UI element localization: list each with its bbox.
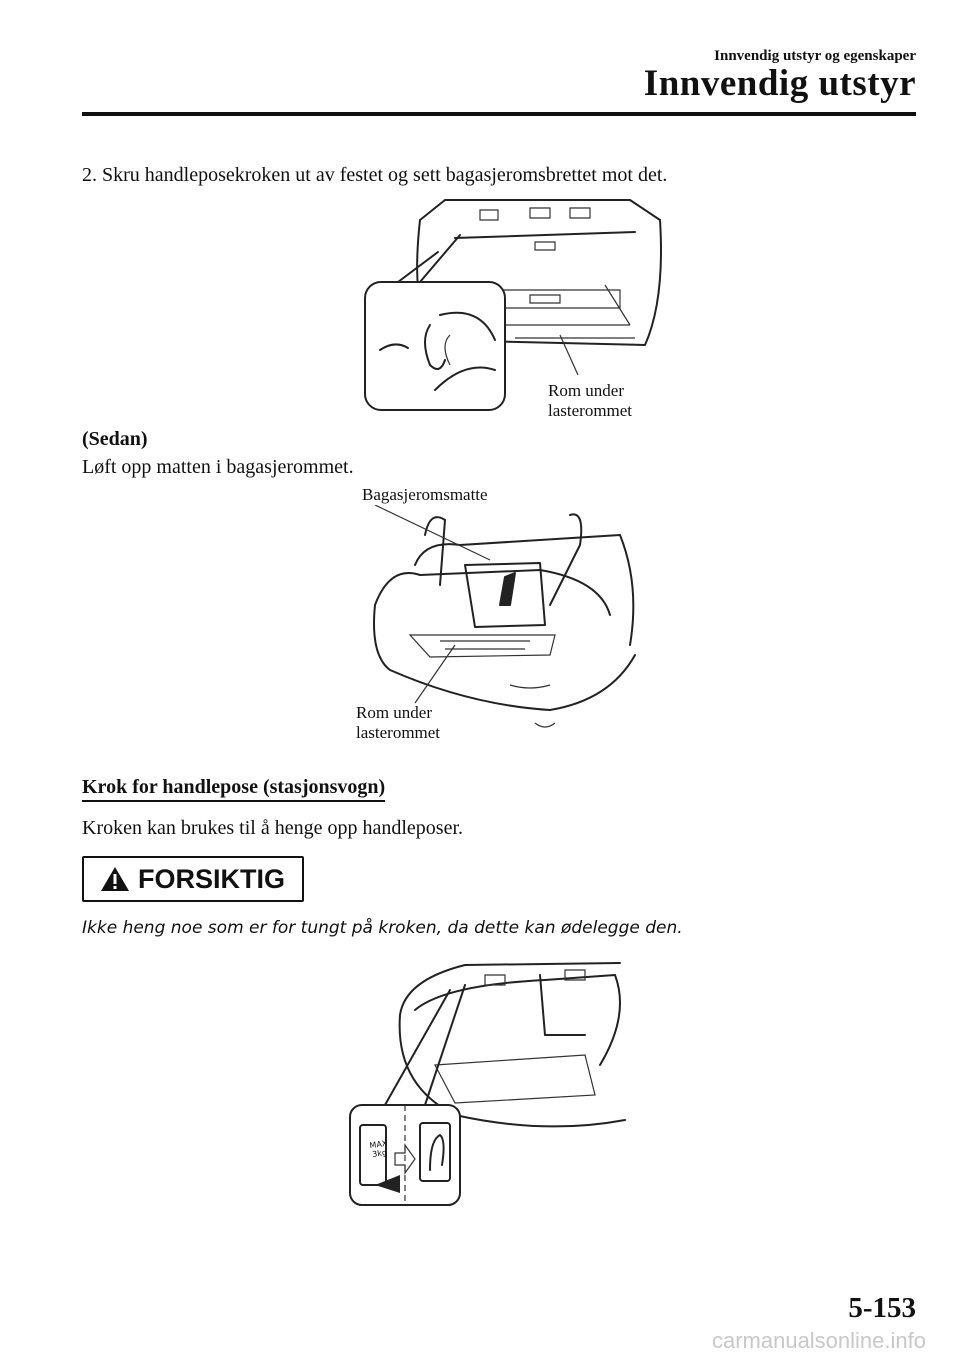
sedan-heading: (Sedan)	[82, 428, 148, 450]
page-title: Innvendig utstyr	[643, 63, 916, 104]
wagon-hook-illustration	[345, 955, 650, 1210]
caution-box	[82, 856, 304, 902]
section-text: Kroken kan brukes til å henge opp handleposer.	[82, 817, 464, 839]
hook-max-load-label: MAX 3kg	[368, 1138, 388, 1159]
caution-text: Ikke heng noe som er for tungt på kroken, da dette kan ødelegge den.	[82, 918, 683, 938]
page-number: 5-153	[848, 1292, 916, 1324]
caution-label: FORSIKTIG	[138, 863, 285, 894]
figure1-label: Rom under lasterommet	[548, 381, 633, 420]
section-heading: Krok for handlepose (stasjonsvogn)	[82, 776, 385, 802]
step-instruction: 2. Skru handleposekroken ut av festet og sett bagasjeromsbrettet mot det.	[82, 164, 668, 186]
header-rule	[82, 112, 916, 116]
figure2-label-mat: Bagasjeromsmatte	[362, 485, 488, 504]
figure2-label-compartment: Rom under lasterommet	[356, 703, 441, 742]
chapter-subtitle: Innvendig utstyr og egenskaper	[714, 48, 916, 64]
warning-triangle-icon	[100, 866, 130, 892]
sedan-instruction: Løft opp matten i bagasjerommet.	[82, 456, 354, 478]
watermark: carmanualsonline.info	[711, 1328, 926, 1353]
